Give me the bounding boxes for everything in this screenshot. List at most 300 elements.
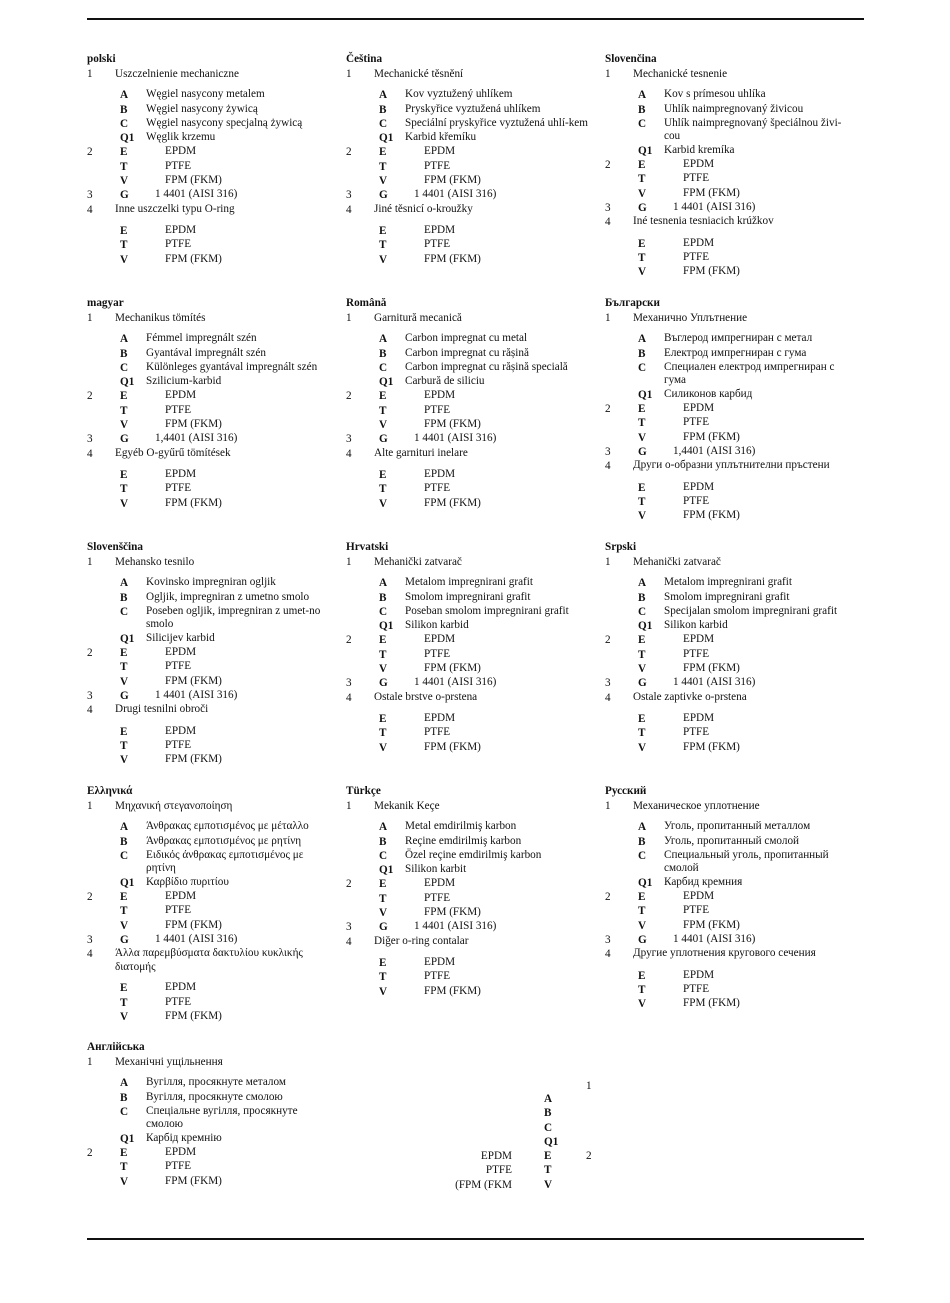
language-heading: magyar (87, 297, 124, 309)
item-title: Ostale zaptivke o-prstena (633, 690, 747, 703)
option-code: C (120, 849, 129, 862)
item-number: 1 (605, 800, 611, 812)
language-heading: Türkçe (346, 785, 381, 797)
option-code: C (120, 361, 129, 374)
spacer (605, 705, 853, 712)
option-label: FPM (FKM) (683, 662, 740, 675)
material-option (87, 482, 335, 496)
spacer (440, 1085, 600, 1092)
item-number: 2 (605, 634, 611, 647)
option-code: V (120, 919, 129, 932)
option-code: T (544, 1164, 552, 1177)
language-section (346, 52, 594, 267)
item-row (346, 691, 594, 705)
option-code: E (120, 468, 128, 481)
carbon-option (87, 820, 335, 834)
item-number: 2 (605, 891, 611, 904)
bottom-rule (87, 1238, 864, 1240)
material-option (605, 158, 853, 172)
option-code: V (120, 419, 129, 432)
item-title: Mekanik Keçe (374, 800, 440, 812)
option-label: FPM (FKM) (424, 662, 481, 675)
option-code: T (120, 160, 128, 173)
item-number: 3 (605, 202, 611, 215)
option-label: Άνθρακας εμποτισμένος με ρητίνη (146, 834, 302, 847)
material-option (605, 904, 853, 918)
item-number: 3 (346, 433, 352, 446)
material-option (346, 404, 594, 418)
option-label: PTFE (424, 159, 451, 172)
carbon-option (346, 347, 594, 361)
item-number: 3 (346, 921, 352, 934)
option-label: PTFE (165, 660, 192, 673)
option-label: EPDM (683, 402, 715, 415)
option-label: Különleges gyantával impregnált szén (146, 360, 318, 373)
item-number: 3 (346, 189, 352, 202)
option-label: EPDM (165, 646, 197, 659)
option-label: Karbid křemíku (405, 131, 477, 144)
language-section (87, 52, 335, 267)
option-label: FPM (FKM) (424, 418, 481, 431)
option-code: B (120, 1091, 128, 1104)
material-option (346, 224, 594, 238)
steel-option (87, 689, 335, 703)
option-label: Smolom impregnirani grafit (664, 590, 790, 603)
carbon-option (605, 144, 853, 158)
item-number: 2 (346, 146, 352, 159)
option-code: V (379, 419, 388, 432)
material-option (346, 633, 594, 647)
option-code: T (638, 648, 646, 661)
carbon-option (87, 1132, 335, 1146)
item-title: Mechanické tesnenie (633, 68, 728, 80)
steel-option (87, 188, 335, 202)
option-label: Smolom impregnirani grafit (405, 590, 531, 603)
item-row (346, 935, 594, 949)
carbon-option (346, 117, 594, 131)
material-option (346, 238, 594, 252)
option-label: Poseban smolom impregnirani grafit (405, 604, 569, 617)
item-number: 3 (87, 189, 93, 202)
option-label: Węgiel nasycony metalem (146, 88, 265, 101)
material-option (605, 416, 853, 430)
language-section (605, 296, 853, 524)
option-label: 1 4401 (AISI 316) (155, 933, 238, 946)
option-label: 1 4401 (AISI 316) (673, 933, 756, 946)
option-code: T (120, 905, 128, 918)
steel-option (346, 676, 594, 690)
option-code: E (379, 390, 387, 403)
material-option (346, 726, 594, 740)
material-option (87, 1160, 335, 1174)
option-label: EPDM (165, 724, 197, 737)
option-label: FPM (FKM) (165, 1009, 222, 1022)
option-code: V (120, 175, 129, 188)
item-row (605, 215, 853, 229)
spacer (605, 569, 853, 576)
option-label: EPDM (683, 711, 715, 724)
item-number: 2 (346, 390, 352, 403)
option-code: E (120, 725, 128, 738)
item-number: 1 (87, 68, 93, 80)
material-option (346, 468, 594, 482)
item-row (87, 67, 335, 81)
option-label: Silikon karbid (664, 619, 728, 632)
material-option (605, 265, 853, 279)
option-code: E (120, 390, 128, 403)
material-option (605, 919, 853, 933)
material-option (605, 712, 853, 726)
option-label: Węgiel nasycony żywicą (146, 102, 258, 115)
option-label: EPDM (165, 1146, 197, 1159)
steel-option (605, 201, 853, 215)
option-label: EPDM (165, 890, 197, 903)
item-number: 2 (87, 891, 93, 904)
option-label: 1,4401 (AISI 316) (155, 432, 238, 445)
option-code: V (379, 907, 388, 920)
option-label: PTFE (683, 250, 710, 263)
carbon-option (87, 375, 335, 389)
carbon-option (87, 591, 335, 605)
carbon-option (87, 117, 335, 131)
material-option (346, 482, 594, 496)
item-title: Drugi tesnilni obroči (115, 703, 209, 716)
language-heading: Ελληνικά (87, 785, 133, 797)
option-label: 1,4401 (AISI 316) (673, 445, 756, 458)
option-code: E (379, 146, 387, 159)
material-option (87, 1175, 335, 1189)
option-label: PTFE (683, 904, 710, 917)
option-label: Specijalan smolom impregnirani grafit (664, 604, 838, 617)
material-option (346, 418, 594, 432)
material-option (605, 741, 853, 755)
option-label: FPM (FKM) (683, 265, 740, 278)
item-title: Mehanički zatvarač (633, 556, 721, 568)
item-number: 1 (87, 800, 93, 812)
option-code: B (379, 835, 387, 848)
spacer (346, 949, 594, 956)
option-label: FPM (FKM) (165, 496, 222, 509)
carbon-option (605, 332, 853, 346)
option-code: E (638, 634, 646, 647)
material-option (87, 160, 335, 174)
material-option (605, 648, 853, 662)
item-row (87, 799, 335, 813)
item-number: 1 (346, 312, 352, 324)
option-code: V (379, 497, 388, 510)
option-code: B (638, 103, 646, 116)
item-title: Mehanički zatvarač (374, 556, 462, 568)
option-label: 1 4401 (AISI 316) (414, 920, 497, 933)
material-option (605, 495, 853, 509)
language-section (87, 296, 335, 511)
option-label: EPDM (683, 633, 715, 646)
option-label: Електрод импрегниран с гума (664, 346, 807, 359)
option-code: T (638, 905, 646, 918)
spacer (346, 217, 594, 224)
option-code: B (120, 835, 128, 848)
option-code: A (120, 821, 129, 834)
option-code: G (379, 677, 388, 690)
spacer (87, 217, 335, 224)
option-label: Карбід кремнію (146, 1131, 222, 1144)
option-code: A (379, 333, 388, 346)
carbon-option (87, 632, 335, 646)
option-code: Q1 (120, 376, 135, 389)
material-option (346, 712, 594, 726)
material-option (87, 238, 335, 252)
option-label: Pryskyřice vyztužená uhlíkem (405, 102, 541, 115)
item-title: Uszczelnienie mechaniczne (115, 68, 239, 80)
option-label: EPDM (683, 158, 715, 171)
option-label: Silicijev karbid (146, 631, 215, 644)
item-title: Alte garnituri inelare (374, 446, 468, 459)
material-option (605, 662, 853, 676)
option-code: B (638, 835, 646, 848)
item-title: Други о-образни уплътнителни пръстени (633, 459, 830, 472)
option-code: A (120, 89, 129, 102)
option-label: 1 4401 (AISI 316) (414, 676, 497, 689)
option-label: EPDM (424, 877, 456, 890)
option-code: B (120, 347, 128, 360)
option-code: E (638, 403, 646, 416)
item-row (87, 947, 335, 974)
mirror-row (440, 1149, 600, 1163)
option-code: T (379, 239, 387, 252)
item-row (346, 447, 594, 461)
option-label: FPM (FKM) (165, 252, 222, 265)
option-label: PTFE (165, 403, 192, 416)
carbon-option (605, 849, 853, 876)
option-code: T (379, 971, 387, 984)
spacer (346, 461, 594, 468)
item-row (605, 311, 853, 325)
language-section (605, 540, 853, 755)
option-label: FPM (FKM) (165, 674, 222, 687)
carbon-option (605, 361, 853, 388)
item-row (346, 67, 594, 81)
option-label: Карбид кремния (664, 875, 743, 888)
item-number: 4 (605, 216, 611, 229)
material-option (346, 906, 594, 920)
spacer (346, 569, 594, 576)
option-code: E (638, 712, 646, 725)
option-code: C (379, 849, 388, 862)
carbon-option (605, 820, 853, 834)
item-row (87, 555, 335, 569)
material-option (346, 174, 594, 188)
option-label: EPDM (683, 480, 715, 493)
language-heading: Русский (605, 785, 647, 797)
option-code: V (120, 675, 129, 688)
option-code: A (638, 333, 647, 346)
carbon-option (605, 605, 853, 619)
option-label: Szilicium-karbid (146, 375, 222, 388)
carbon-option (87, 576, 335, 590)
option-label: EPDM (480, 1150, 512, 1163)
carbon-option (87, 835, 335, 849)
option-label: Уголь, пропитанный смолой (664, 834, 800, 847)
option-code: Q1 (379, 376, 394, 389)
item-title: Механично Уплътнение (633, 312, 748, 324)
option-code: Q1 (544, 1135, 559, 1148)
option-code: T (638, 417, 646, 430)
item-number: 2 (87, 146, 93, 159)
option-label: Вугілля, просякнуте смолою (146, 1090, 283, 1103)
option-label: FPM (FKM) (165, 418, 222, 431)
option-label: FPM (FKM) (683, 740, 740, 753)
material-option (346, 648, 594, 662)
option-label: EPDM (165, 981, 197, 994)
option-code: C (120, 1105, 129, 1118)
option-label: Carbon impregnat cu rășină (405, 346, 529, 359)
item-number: 4 (346, 447, 352, 460)
spacer (87, 1069, 335, 1076)
material-option (605, 187, 853, 201)
material-option (87, 996, 335, 1010)
item-row (87, 203, 335, 217)
option-label: EPDM (683, 890, 715, 903)
material-option (346, 970, 594, 984)
carbon-option (87, 605, 335, 632)
item-number: 1 (605, 68, 611, 80)
option-code: E (120, 146, 128, 159)
option-code: A (379, 821, 388, 834)
item-row (87, 1055, 335, 1069)
carbon-option (346, 820, 594, 834)
material-option (346, 145, 594, 159)
item-title: Mehansko tesnilo (115, 556, 195, 568)
mirrored-fragment (440, 1079, 600, 1192)
item-title: Mechanické těsnění (374, 68, 464, 80)
option-label: FPM (FKM) (683, 430, 740, 443)
option-code: E (120, 647, 128, 660)
option-label: FPM (FKM) (165, 174, 222, 187)
option-code: E (379, 634, 387, 647)
item-number: 1 (346, 556, 352, 568)
language-heading: polski (87, 53, 116, 65)
steel-option (346, 432, 594, 446)
option-label: EPDM (424, 633, 456, 646)
option-label: Kov vyztužený uhlíkem (405, 88, 513, 101)
material-option (346, 497, 594, 511)
mirror-row (440, 1178, 600, 1192)
option-code: T (379, 892, 387, 905)
item-number: 2 (605, 403, 611, 416)
item-number: 3 (87, 433, 93, 446)
material-option (87, 753, 335, 767)
option-label: Uhlík naimpregnovaný špeciálnou živi-cou (664, 116, 842, 143)
option-code: A (120, 333, 129, 346)
mirror-row (440, 1106, 600, 1120)
option-label: FPM (FKM) (683, 918, 740, 931)
option-code: C (120, 605, 129, 618)
option-code: E (379, 878, 387, 891)
option-code: V (638, 919, 647, 932)
spacer (87, 974, 335, 981)
item-number: 4 (87, 948, 93, 961)
language-section (87, 540, 335, 768)
option-code: B (379, 347, 387, 360)
item-title: Механічні ущільнення (115, 1056, 223, 1068)
material-option (605, 431, 853, 445)
item-title: Diğer o-ring contalar (374, 934, 469, 947)
option-label: PTFE (424, 403, 451, 416)
option-label: Silikon karbit (405, 863, 467, 876)
item-number: 2 (346, 634, 352, 647)
item-title: Механическое уплотнение (633, 800, 760, 812)
spacer (87, 813, 335, 820)
material-option (87, 675, 335, 689)
language-section (346, 296, 594, 511)
option-code: T (379, 404, 387, 417)
material-option (605, 969, 853, 983)
item-row (605, 555, 853, 569)
material-option (87, 1146, 335, 1160)
option-label: PTFE (165, 482, 192, 495)
carbon-option (605, 576, 853, 590)
option-code: E (544, 1150, 552, 1163)
carbon-option (346, 103, 594, 117)
mirror-row (440, 1079, 600, 1092)
option-code: G (379, 433, 388, 446)
option-code: A (120, 577, 129, 590)
item-row (346, 799, 594, 813)
material-option (605, 172, 853, 186)
option-code: E (379, 712, 387, 725)
option-code: A (544, 1093, 553, 1105)
option-label: Metalom impregnirani grafit (664, 576, 792, 589)
option-code: A (120, 1077, 129, 1090)
spacer (87, 718, 335, 725)
option-code: V (120, 1010, 129, 1023)
spacer (346, 705, 594, 712)
material-option (605, 726, 853, 740)
option-code: E (120, 891, 128, 904)
material-option (87, 253, 335, 267)
option-label: Въглерод импрегниран с метал (664, 332, 813, 345)
spacer (346, 813, 594, 820)
option-code: Q1 (379, 132, 394, 145)
carbon-option (346, 605, 594, 619)
material-option (346, 253, 594, 267)
carbon-option (346, 849, 594, 863)
option-label: FPM (FKM) (165, 753, 222, 766)
option-label: PTFE (165, 995, 192, 1008)
item-number: 4 (346, 935, 352, 948)
option-label: PTFE (165, 904, 192, 917)
option-label: Özel reçine emdirilmiş karbon (405, 848, 542, 861)
mirror-row (440, 1135, 600, 1149)
option-code: E (379, 468, 387, 481)
material-option (87, 418, 335, 432)
steel-option (87, 432, 335, 446)
carbon-option (605, 117, 853, 144)
option-code: B (379, 103, 387, 116)
spacer (346, 81, 594, 88)
steel-option (346, 188, 594, 202)
option-label: FPM (FKM) (424, 984, 481, 997)
material-option (605, 237, 853, 251)
spacer (87, 81, 335, 88)
item-number: 1 (586, 1080, 592, 1092)
language-section (87, 1040, 335, 1189)
material-option (605, 633, 853, 647)
steel-option (605, 676, 853, 690)
option-code: Q1 (638, 388, 653, 401)
option-label: Kovinsko impregniran ogljik (146, 576, 276, 589)
carbon-option (87, 361, 335, 375)
